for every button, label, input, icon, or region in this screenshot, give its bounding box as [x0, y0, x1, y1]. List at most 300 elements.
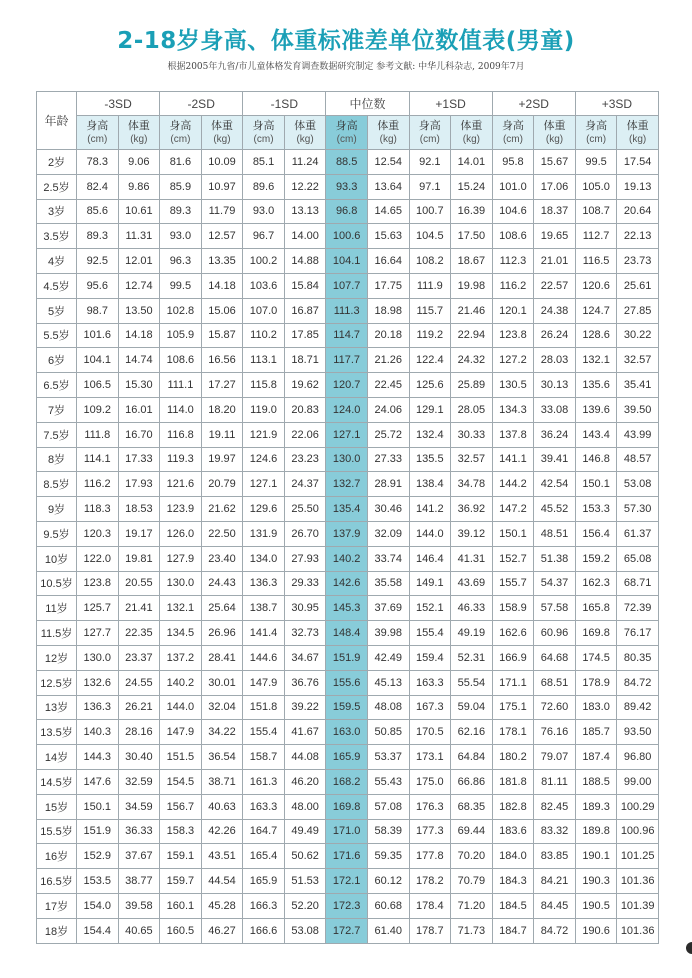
weight-cell: 30.95	[284, 596, 326, 621]
height-cell: 187.4	[575, 745, 617, 770]
weight-cell: 12.01	[118, 249, 160, 274]
height-cell: 85.9	[160, 174, 202, 199]
height-subheader	[409, 116, 451, 150]
weight-cell: 32.73	[284, 621, 326, 646]
height-cell: 190.3	[575, 869, 617, 894]
height-cell: 162.3	[575, 571, 617, 596]
weight-cell: 19.98	[451, 273, 493, 298]
table-row	[37, 720, 659, 745]
height-cell: 93.0	[243, 199, 285, 224]
weight-cell: 52.20	[284, 893, 326, 918]
weight-cell: 21.46	[451, 298, 493, 323]
table-row	[37, 422, 659, 447]
height-cell: 132.6	[77, 670, 119, 695]
weight-cell: 46.33	[451, 596, 493, 621]
weight-cell: 46.20	[284, 769, 326, 794]
height-cell: 88.5	[326, 150, 368, 175]
weight-cell: 25.89	[451, 373, 493, 398]
weight-cell: 48.08	[367, 695, 409, 720]
table-row	[37, 397, 659, 422]
weight-cell: 46.27	[201, 918, 243, 943]
weight-cell: 21.62	[201, 497, 243, 522]
weight-cell: 64.84	[451, 745, 493, 770]
height-cell: 159.1	[160, 844, 202, 869]
weight-cell: 30.33	[451, 422, 493, 447]
weight-cell: 15.06	[201, 298, 243, 323]
weight-cell: 30.13	[534, 373, 576, 398]
height-cell: 167.3	[409, 695, 451, 720]
weight-cell: 44.08	[284, 745, 326, 770]
weight-cell: 27.93	[284, 546, 326, 571]
height-cell: 119.0	[243, 397, 285, 422]
height-cell: 85.6	[77, 199, 119, 224]
weight-cell: 27.33	[367, 447, 409, 472]
weight-cell: 48.51	[534, 521, 576, 546]
weight-cell: 82.45	[534, 794, 576, 819]
weight-cell: 9.86	[118, 174, 160, 199]
weight-cell: 42.26	[201, 819, 243, 844]
table-header	[37, 92, 659, 150]
weight-label: 体重	[127, 119, 150, 132]
height-cell: 159.7	[160, 869, 202, 894]
weight-cell: 42.54	[534, 472, 576, 497]
height-label: 身高	[169, 119, 192, 132]
weight-cell: 52.31	[451, 645, 493, 670]
weight-cell: 13.13	[284, 199, 326, 224]
weight-cell: 83.32	[534, 819, 576, 844]
height-cell: 96.7	[243, 224, 285, 249]
weight-cell: 10.61	[118, 199, 160, 224]
weight-cell: 17.85	[284, 323, 326, 348]
weight-cell: 25.64	[201, 596, 243, 621]
weight-cell: 15.84	[284, 273, 326, 298]
height-cell: 137.9	[326, 521, 368, 546]
weight-cell: 18.67	[451, 249, 493, 274]
weight-cell: 30.01	[201, 670, 243, 695]
height-cell: 105.0	[575, 174, 617, 199]
height-unit: (cm)	[170, 133, 191, 145]
weight-cell: 22.13	[617, 224, 659, 249]
table-row	[37, 695, 659, 720]
height-cell: 92.1	[409, 150, 451, 175]
height-cell: 183.6	[492, 819, 534, 844]
height-cell: 149.1	[409, 571, 451, 596]
weight-cell: 40.63	[201, 794, 243, 819]
weight-cell: 28.41	[201, 645, 243, 670]
weight-cell: 57.30	[617, 497, 659, 522]
height-cell: 151.8	[243, 695, 285, 720]
height-cell: 134.5	[160, 621, 202, 646]
weight-cell: 38.77	[118, 869, 160, 894]
height-label: 身高	[501, 119, 524, 132]
height-cell: 81.6	[160, 150, 202, 175]
weight-cell: 22.35	[118, 621, 160, 646]
weight-cell: 51.53	[284, 869, 326, 894]
height-cell: 190.1	[575, 844, 617, 869]
height-cell: 101.0	[492, 174, 534, 199]
height-cell: 159.4	[409, 645, 451, 670]
weight-cell: 32.09	[367, 521, 409, 546]
age-cell: 18岁	[37, 918, 77, 943]
table-row	[37, 521, 659, 546]
weight-cell: 66.86	[451, 769, 493, 794]
weight-cell: 22.57	[534, 273, 576, 298]
weight-cell: 18.71	[284, 348, 326, 373]
weight-cell: 24.55	[118, 670, 160, 695]
table-row	[37, 199, 659, 224]
weight-cell: 57.08	[367, 794, 409, 819]
table-row	[37, 621, 659, 646]
height-cell: 163.3	[243, 794, 285, 819]
weight-cell: 32.57	[451, 447, 493, 472]
weight-cell: 57.58	[534, 596, 576, 621]
height-cell: 154.0	[77, 893, 119, 918]
height-cell: 127.9	[160, 546, 202, 571]
weight-cell: 49.49	[284, 819, 326, 844]
height-cell: 89.3	[77, 224, 119, 249]
weight-cell: 33.08	[534, 397, 576, 422]
weight-cell: 18.98	[367, 298, 409, 323]
height-cell: 114.1	[77, 447, 119, 472]
height-cell: 140.2	[326, 546, 368, 571]
height-cell: 132.4	[409, 422, 451, 447]
height-unit: (cm)	[336, 133, 357, 145]
table-row	[37, 769, 659, 794]
height-cell: 126.0	[160, 521, 202, 546]
height-cell: 166.3	[243, 893, 285, 918]
weight-cell: 16.56	[201, 348, 243, 373]
age-cell: 13.5岁	[37, 720, 77, 745]
height-cell: 135.6	[575, 373, 617, 398]
weight-cell: 45.13	[367, 670, 409, 695]
height-cell: 124.0	[326, 397, 368, 422]
height-cell: 182.8	[492, 794, 534, 819]
height-cell: 138.7	[243, 596, 285, 621]
height-cell: 152.9	[77, 844, 119, 869]
weight-cell: 24.37	[284, 472, 326, 497]
weight-cell: 43.99	[617, 422, 659, 447]
weight-cell: 19.97	[201, 447, 243, 472]
height-cell: 95.6	[77, 273, 119, 298]
age-cell: 14岁	[37, 745, 77, 770]
height-cell: 165.9	[326, 745, 368, 770]
age-cell: 11岁	[37, 596, 77, 621]
group-header-minus1sd: -1SD	[243, 92, 326, 116]
weight-unit: (kg)	[545, 133, 564, 145]
weight-cell: 9.06	[118, 150, 160, 175]
height-cell: 104.1	[77, 348, 119, 373]
height-cell: 151.5	[160, 745, 202, 770]
weight-cell: 60.12	[367, 869, 409, 894]
weight-cell: 34.78	[451, 472, 493, 497]
height-cell: 108.2	[409, 249, 451, 274]
height-cell: 130.0	[326, 447, 368, 472]
weight-cell: 68.51	[534, 670, 576, 695]
age-cell: 3.5岁	[37, 224, 77, 249]
height-cell: 100.2	[243, 249, 285, 274]
height-cell: 122.4	[409, 348, 451, 373]
height-cell: 184.0	[492, 844, 534, 869]
height-cell: 105.9	[160, 323, 202, 348]
weight-cell: 48.57	[617, 447, 659, 472]
weight-cell: 32.04	[201, 695, 243, 720]
height-cell: 120.6	[575, 273, 617, 298]
height-cell: 171.1	[492, 670, 534, 695]
height-cell: 101.6	[77, 323, 119, 348]
height-cell: 172.3	[326, 893, 368, 918]
height-cell: 132.1	[160, 596, 202, 621]
height-subheader	[243, 116, 285, 150]
height-subheader	[575, 116, 617, 150]
header-row-measures	[37, 116, 659, 150]
height-cell: 172.1	[326, 869, 368, 894]
height-cell: 152.7	[492, 546, 534, 571]
group-header-median: 中位数	[326, 92, 409, 116]
weight-cell: 72.60	[534, 695, 576, 720]
table-row	[37, 869, 659, 894]
table-row	[37, 918, 659, 943]
weight-cell: 10.97	[201, 174, 243, 199]
weight-cell: 34.59	[118, 794, 160, 819]
height-cell: 148.4	[326, 621, 368, 646]
weight-cell: 28.16	[118, 720, 160, 745]
height-cell: 158.7	[243, 745, 285, 770]
height-cell: 184.3	[492, 869, 534, 894]
weight-cell: 36.33	[118, 819, 160, 844]
height-cell: 125.7	[77, 596, 119, 621]
age-cell: 3岁	[37, 199, 77, 224]
height-cell: 108.6	[160, 348, 202, 373]
weight-cell: 39.98	[367, 621, 409, 646]
weight-cell: 25.50	[284, 497, 326, 522]
page-subtitle: 根据2005年九省/市儿童体格发育调查数据研究制定 参考文献: 中华儿科杂志, 2009年7月	[167, 62, 525, 72]
age-cell: 4岁	[37, 249, 77, 274]
weight-cell: 50.62	[284, 844, 326, 869]
weight-label: 体重	[543, 119, 566, 132]
weight-cell: 50.85	[367, 720, 409, 745]
table-body	[37, 150, 659, 944]
age-cell: 9.5岁	[37, 521, 77, 546]
height-cell: 129.6	[243, 497, 285, 522]
age-cell: 17岁	[37, 893, 77, 918]
height-cell: 147.9	[243, 670, 285, 695]
weight-cell: 29.33	[284, 571, 326, 596]
weight-cell: 36.24	[534, 422, 576, 447]
weight-cell: 12.22	[284, 174, 326, 199]
height-cell: 165.9	[243, 869, 285, 894]
height-cell: 165.8	[575, 596, 617, 621]
height-cell: 116.2	[77, 472, 119, 497]
height-cell: 99.5	[160, 273, 202, 298]
weight-cell: 26.24	[534, 323, 576, 348]
weight-cell: 25.72	[367, 422, 409, 447]
weight-subheader	[451, 116, 493, 150]
weight-cell: 45.28	[201, 893, 243, 918]
height-cell: 141.4	[243, 621, 285, 646]
weight-cell: 26.96	[201, 621, 243, 646]
weight-cell: 14.74	[118, 348, 160, 373]
age-cell: 2岁	[37, 150, 77, 175]
height-cell: 175.1	[492, 695, 534, 720]
height-cell: 136.3	[77, 695, 119, 720]
height-cell: 96.3	[160, 249, 202, 274]
weight-cell: 14.65	[367, 199, 409, 224]
weight-cell: 23.23	[284, 447, 326, 472]
height-cell: 144.2	[492, 472, 534, 497]
height-cell: 108.7	[575, 199, 617, 224]
height-cell: 107.7	[326, 273, 368, 298]
weight-cell: 14.18	[201, 273, 243, 298]
weight-cell: 22.45	[367, 373, 409, 398]
height-unit: (cm)	[253, 133, 274, 145]
weight-cell: 18.37	[534, 199, 576, 224]
height-subheader	[77, 116, 119, 150]
weight-cell: 11.79	[201, 199, 243, 224]
weight-cell: 24.06	[367, 397, 409, 422]
height-cell: 163.0	[326, 720, 368, 745]
weight-cell: 14.00	[284, 224, 326, 249]
weight-cell: 70.79	[451, 869, 493, 894]
height-cell: 82.4	[77, 174, 119, 199]
height-cell: 140.3	[77, 720, 119, 745]
height-cell: 166.9	[492, 645, 534, 670]
height-cell: 96.8	[326, 199, 368, 224]
weight-cell: 89.42	[617, 695, 659, 720]
weight-cell: 22.50	[201, 521, 243, 546]
weight-cell: 84.21	[534, 869, 576, 894]
height-cell: 146.4	[409, 546, 451, 571]
height-cell: 168.2	[326, 769, 368, 794]
height-cell: 161.3	[243, 769, 285, 794]
height-cell: 135.5	[409, 447, 451, 472]
height-cell: 178.1	[492, 720, 534, 745]
height-cell: 104.1	[326, 249, 368, 274]
weight-cell: 101.39	[617, 893, 659, 918]
height-cell: 155.4	[409, 621, 451, 646]
height-cell: 119.2	[409, 323, 451, 348]
weight-label: 体重	[460, 119, 483, 132]
group-header-minus2sd: -2SD	[160, 92, 243, 116]
table-row	[37, 174, 659, 199]
height-cell: 146.8	[575, 447, 617, 472]
height-cell: 169.8	[326, 794, 368, 819]
height-cell: 92.5	[77, 249, 119, 274]
weight-cell: 39.50	[617, 397, 659, 422]
weight-cell: 19.65	[534, 224, 576, 249]
height-cell: 127.2	[492, 348, 534, 373]
table-row	[37, 249, 659, 274]
height-cell: 120.1	[492, 298, 534, 323]
weight-cell: 59.04	[451, 695, 493, 720]
weight-unit: (kg)	[213, 133, 231, 145]
age-cell: 16.5岁	[37, 869, 77, 894]
height-cell: 116.8	[160, 422, 202, 447]
age-cell: 10.5岁	[37, 571, 77, 596]
height-cell: 116.5	[575, 249, 617, 274]
weight-cell: 20.55	[118, 571, 160, 596]
weight-cell: 26.21	[118, 695, 160, 720]
height-cell: 118.3	[77, 497, 119, 522]
weight-label: 体重	[210, 119, 233, 132]
weight-cell: 101.36	[617, 918, 659, 943]
weight-cell: 25.61	[617, 273, 659, 298]
height-cell: 103.6	[243, 273, 285, 298]
weight-cell: 13.64	[367, 174, 409, 199]
weight-cell: 24.38	[534, 298, 576, 323]
weight-cell: 68.71	[617, 571, 659, 596]
height-cell: 178.2	[409, 869, 451, 894]
weight-cell: 19.13	[617, 174, 659, 199]
height-unit: (cm)	[586, 133, 607, 145]
height-cell: 119.3	[160, 447, 202, 472]
height-cell: 132.1	[575, 348, 617, 373]
table-row	[37, 670, 659, 695]
height-cell: 158.3	[160, 819, 202, 844]
height-cell: 137.2	[160, 645, 202, 670]
table-row	[37, 893, 659, 918]
age-cell: 9岁	[37, 497, 77, 522]
height-cell: 152.1	[409, 596, 451, 621]
height-cell: 130.0	[77, 645, 119, 670]
height-subheader	[492, 116, 534, 150]
height-cell: 153.3	[575, 497, 617, 522]
weight-subheader	[118, 116, 160, 150]
weight-cell: 99.00	[617, 769, 659, 794]
height-cell: 99.5	[575, 150, 617, 175]
height-cell: 147.6	[77, 769, 119, 794]
weight-cell: 39.58	[118, 893, 160, 918]
weight-cell: 17.54	[617, 150, 659, 175]
weight-cell: 30.46	[367, 497, 409, 522]
weight-cell: 14.88	[284, 249, 326, 274]
page-title: 2-18岁身高、体重标准差单位数值表(男童)	[117, 28, 575, 54]
weight-cell: 26.70	[284, 521, 326, 546]
weight-cell: 17.06	[534, 174, 576, 199]
height-label: 身高	[418, 119, 441, 132]
weight-label: 体重	[626, 119, 649, 132]
weight-cell: 93.50	[617, 720, 659, 745]
weight-subheader	[617, 116, 659, 150]
weight-cell: 18.20	[201, 397, 243, 422]
weight-cell: 70.20	[451, 844, 493, 869]
height-cell: 117.7	[326, 348, 368, 373]
table-row	[37, 472, 659, 497]
weight-cell: 58.39	[367, 819, 409, 844]
weight-cell: 11.24	[284, 150, 326, 175]
height-cell: 136.3	[243, 571, 285, 596]
height-label: 身高	[585, 119, 608, 132]
weight-cell: 17.93	[118, 472, 160, 497]
weight-cell: 48.00	[284, 794, 326, 819]
weight-unit: (kg)	[296, 133, 314, 145]
height-cell: 171.0	[326, 819, 368, 844]
height-cell: 183.0	[575, 695, 617, 720]
weight-cell: 10.09	[201, 150, 243, 175]
height-cell: 181.8	[492, 769, 534, 794]
age-cell: 12.5岁	[37, 670, 77, 695]
group-header-minus3sd: -3SD	[77, 92, 160, 116]
weight-cell: 24.43	[201, 571, 243, 596]
height-cell: 125.6	[409, 373, 451, 398]
weight-cell: 53.08	[617, 472, 659, 497]
weight-cell: 38.71	[201, 769, 243, 794]
weight-cell: 59.35	[367, 844, 409, 869]
height-cell: 150.1	[575, 472, 617, 497]
weight-cell: 16.87	[284, 298, 326, 323]
height-cell: 163.3	[409, 670, 451, 695]
height-cell: 173.1	[409, 745, 451, 770]
weight-cell: 36.92	[451, 497, 493, 522]
